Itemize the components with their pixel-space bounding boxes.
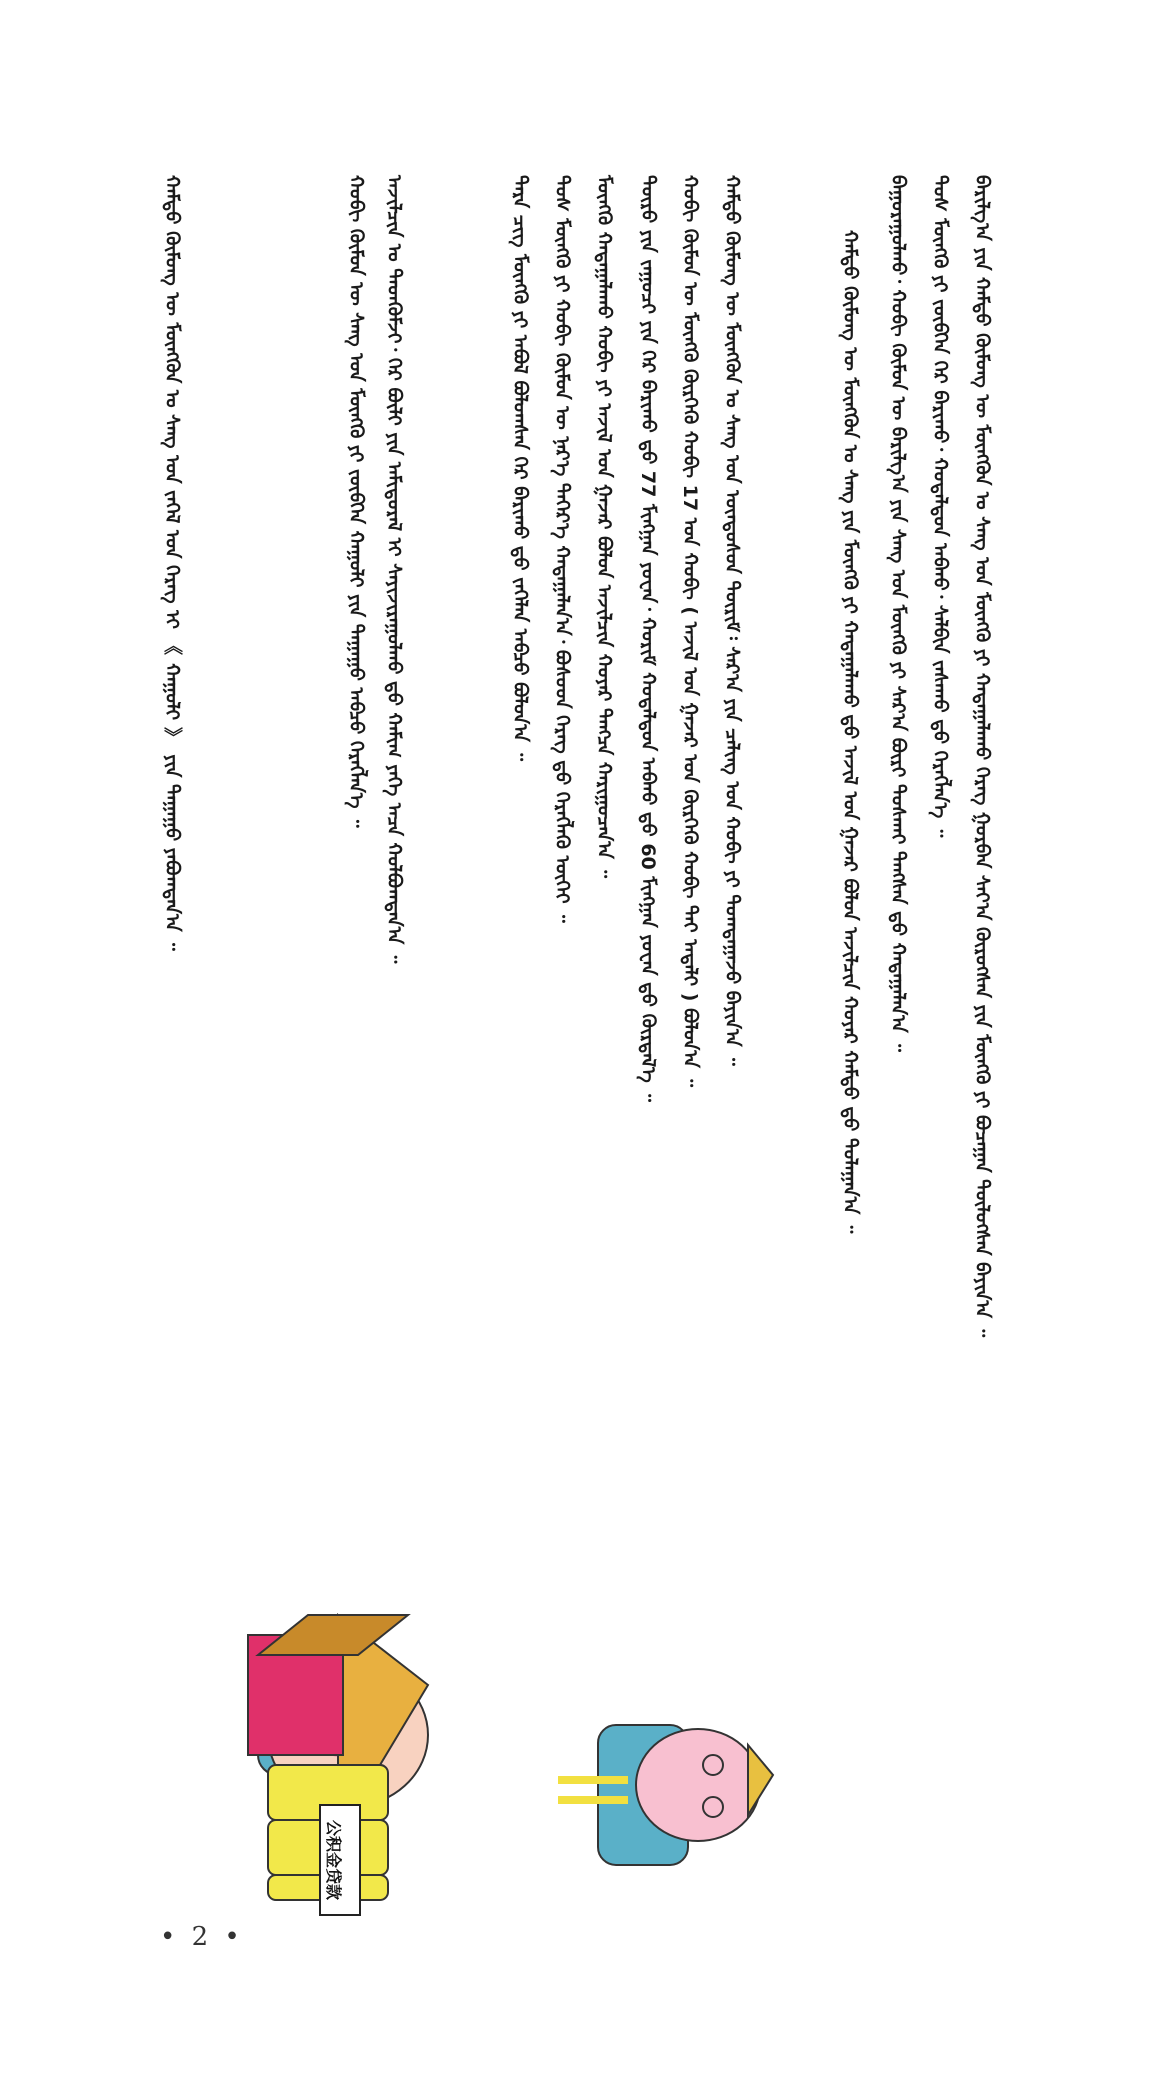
text-column-3: ᠪᠠᠭᠤᠷᠠᠭᠤᠯᠬᠤ᠂ ᠬᠤᠪᠢ ᠬᠥᠮᠦᠨ ᠦ ᠪᠠᠷᠢᠯᠭ᠎ᠠ ᠶᠢᠨ ᠰᠠᠩ ᠤᠨ ᠮᠥᠩᠭᠥ ᠶᠢ ᠰᠠᠷ᠎ᠠ ᠪᠦᠷᠢ ᠲᠤᠰᠭᠠᠢ ᠳᠠᠩᠰᠠᠨ ᠳ᠋ᠤ ᠬᠠᠳᠠᠭᠠᠯᠠᠨ᠎ᠠ ᠃ (887, 175, 909, 1052)
text-column-11: ᠠᠵᠢᠯᠴᠢᠨ ᠤ ᠲᠡᠳᠭᠦᠮᠵᠢ᠂ ᠭᠡᠷ ᠪᠦᠯᠢ ᠶᠢᠨ ᠠᠮᠢᠳᠤᠷᠠᠯ ᠢ ᠰᠠᠶᠢᠵᠢᠷᠠᠭᠤᠯᠬᠤ ᠳ᠋ᠤ ᠬᠠᠮᠢᠭ ᠶᠡᠬᠡ ᠠᠴᠠ ᠬᠣᠯᠪᠣᠭᠳᠠᠨ᠎ᠠ ᠃ (383, 175, 405, 964)
text-column-13: ᠬᠠᠮᠲᠤ ᠬᠥᠮᠦᠩ ᠦ ᠮᠥᠩᠭᠥᠨ ᠤ ᠰᠠᠩ ᠤᠨ ᠵᠡᠭᠡᠯ ᠤᠨ ᠬᠡᠷᠡᠭ ᠢ 《 ᠬᠠᠭᠤᠯᠢ 》 ᠶᠢᠨ ᠳᠠᠭᠠᠭᠤ ᠶᠠᠪᠤᠭᠳᠠᠨ᠎ᠠ ᠃ (161, 175, 183, 951)
text-column-6: ᠬᠤᠪᠢ ᠬᠥᠮᠦᠨ ᠦ ᠮᠥᠩᠭᠥ ᠬᠦᠷᠭᠡᠬᠦ ᠬᠤᠪᠢ 17 ᠤᠨ ᠬᠤᠪᠢ ( ᠠᠵᠢᠯ ᠤᠨ ᠭᠠᠵᠠᠷ ᠤᠨ ᠬᠦᠷᠭᠡᠬᠦ ᠬᠤᠪᠢ ᠲᠡᠢ ᠠᠳᠠᠯᠢ ) ᠪᠣᠯᠤᠨ᠎ᠠ ᠃ (679, 175, 701, 1087)
text-column-1: ᠪᠠᠷᠢᠯᠭ᠎ᠠ ᠶᠢᠨ ᠬᠠᠮᠲᠤ ᠬᠥᠮᠦᠩ ᠦ ᠮᠥᠩᠭᠥᠨ ᠤ ᠰᠠᠩ ᠤᠨ ᠮᠥᠩᠭᠥ ᠶᠢ ᠬᠠᠳᠠᠭᠠᠯᠠᠬᠤ ᠬᠡᠷᠡᠭ ᠭᠤᠷᠪᠠᠨ ᠰᠠᠶ᠎ᠠ ᠬᠦᠷᠦᠭᠰᠡᠨ ᠶᠢᠨ ᠮᠥᠩᠭᠥ ᠶᠢ ᠪᠤᠴᠠᠭᠠᠨ ᠲᠥᠯᠥᠭᠰᠡᠨ ᠪᠠᠶᠢᠨ᠎ᠠ ᠃ (971, 175, 993, 1338)
person-businessman (558, 1725, 773, 1865)
loan-illustration (228, 1575, 808, 1905)
text-column-8: ᠮᠥᠩᠭᠥ ᠬᠠᠳᠠᠭᠠᠯᠠᠬᠤ ᠬᠤᠪᠢ ᠶᠢ ᠠᠵᠢᠯ ᠤᠨ ᠭᠠᠵᠠᠷ ᠪᠣᠯᠤᠨ ᠠᠵᠢᠯᠴᠢᠨ ᠬᠣᠶᠠᠷ ᠲᠡᠩᠴᠡ ᠬᠠᠷᠢᠭᠤᠴᠠᠨ᠎ᠠ ᠃ (593, 175, 615, 878)
text-column-7: ᠲᠥᠷᠥ ᠶᠢᠨ ᠵᠠᠭᠤᠴᠢ ᠶᠢᠨ ᠭᠡᠷ ᠪᠠᠷᠢᠬᠤ ᠳ᠋ᠤ 77 ᠮᠢᠩᠭ᠋ᠠᠨ ᠶᠤᠸᠠᠨ᠂ ᠬᠤᠷᠢᠮ ᠬᠤᠳᠠᠯᠳᠤᠨ ᠠᠪᠬᠤ ᠳ᠋ᠤ 60 ᠮᠢᠩᠭ᠋ᠠᠨ ᠶᠤᠸᠠᠨ ᠳ᠋ᠤ ᠬᠦᠷᠲᠡᠯ᠎ᠡ ᠃ (637, 175, 659, 1102)
illustration-caption: 公积金贷款 (324, 1819, 343, 1901)
page-number: • 2 • (160, 1922, 244, 1952)
text-column-4: ᠬᠠᠮᠲᠤ ᠬᠥᠮᠦᠩ ᠦ ᠮᠥᠩᠭᠥᠨ ᠤ ᠰᠠᠩ ᠶᠢᠨ ᠮᠥᠩᠭᠥ ᠶᠢ ᠬᠠᠳᠠᠭᠠᠯᠠᠬᠤ ᠳ᠋ᠤ ᠠᠵᠢᠯ ᠤᠨ ᠭᠠᠵᠠᠷ ᠪᠣᠯᠤᠨ ᠠᠵᠢᠯᠴᠢᠨ ᠬᠣᠶᠠᠷ ᠬᠠᠮᠲᠤ ᠳ᠋ᠤ ᠲᠤᠯᠠᠭᠠᠨ᠎ᠠ ᠃ (839, 230, 861, 1234)
text-column-9: ᠲᠤᠰ ᠮᠥᠩᠭᠥ ᠶᠢ ᠬᠤᠪᠢ ᠬᠥᠮᠦᠨ ᠦ ᠨᠡᠷ᠎ᠡ ᠳᠡᠭᠡᠷ᠎ᠡ ᠬᠠᠳᠠᠭᠠᠯᠠᠨ᠎ᠠ᠂ ᠪᠤᠰᠤᠳ ᠬᠡᠷᠡᠭ ᠳ᠋ᠤ ᠬᠡᠷᠡᠭᠯᠡᠬᠦ ᠦᠭᠡᠢ ᠃ (551, 175, 573, 923)
text-column-12: ᠬᠤᠪᠢ ᠬᠥᠮᠦᠨ ᠦ ᠰᠠᠩ ᠤᠨ ᠮᠥᠩᠭᠥ ᠶᠢ ᠵᠥᠪᠬᠡᠨ ᠬᠠᠭᠤᠯᠢ ᠶᠢᠨ ᠳᠠᠭᠠᠭᠤ ᠠᠪᠴᠤ ᠬᠡᠷᠡᠭᠯᠡᠨ᠎ᠡ ᠃ (345, 175, 367, 828)
text-column-10: ᠲᠡᠷᠡ ᠴᠢᠭ ᠮᠥᠩᠭᠥ ᠶᠢ ᠠᠪᠤᠯ ᠪᠣᠯᠤᠭᠰᠠᠨ ᠭᠡᠷ ᠪᠠᠷᠢᠬᠤ ᠳ᠋ᠤ ᠵᠡᠭᠡᠯᠡᠨ ᠠᠪᠴᠤ ᠪᠣᠯᠤᠨ᠎ᠠ ᠃ (509, 175, 531, 762)
text-column-5: ᠬᠠᠮᠲᠤ ᠬᠥᠮᠦᠩ ᠦ ᠮᠥᠩᠭᠥᠨ ᠤ ᠰᠠᠩ ᠤᠨ ᠦᠨᠳᠦᠰᠦᠨ ᠳᠦᠷᠢᠮ᠄ ᠰᠠᠷ᠎ᠠ ᠶᠢᠨ ᠴᠠᠯᠢᠩ ᠤᠨ ᠬᠤᠪᠢ ᠶᠢ ᠲᠣᠭᠲᠠᠭᠠᠵᠤ ᠪᠠᠶᠢᠨ᠎ᠠ ᠃ (721, 175, 743, 1066)
text-column-2: ᠲᠤᠰ ᠮᠥᠩᠭᠥ ᠶᠢ ᠵᠥᠪᠬᠡᠨ ᠭᠡᠷ ᠪᠠᠷᠢᠬᠤ᠂ ᠬᠤᠳᠠᠯᠳᠤᠨ ᠠᠪᠬᠤ᠂ ᠰᠡᠯᠪᠢᠨ ᠵᠠᠰᠠᠬᠤ ᠳ᠋ᠤ ᠬᠡᠷᠡᠭᠯᠡᠨ᠎ᠡ ᠃ (929, 175, 951, 838)
